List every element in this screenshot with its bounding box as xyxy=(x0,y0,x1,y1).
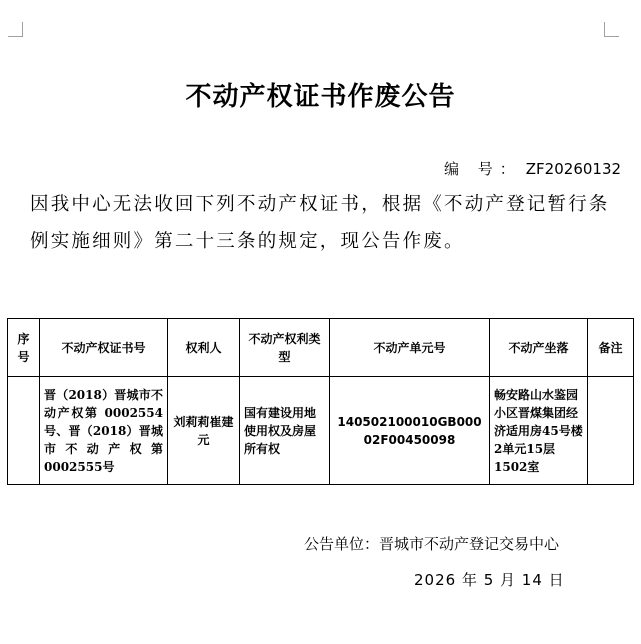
table-row xyxy=(8,377,634,485)
header-owner: 权利人 xyxy=(168,319,240,377)
document-number-label: 编 号： xyxy=(444,160,522,178)
notice-date: 2026 年 5 月 14 日 xyxy=(414,571,565,589)
cell-unit-no: 140502100010GB00002F00450098 xyxy=(330,377,490,485)
table-header-row xyxy=(8,319,634,377)
cell-cert-no: 晋（2018）晋城市不动产权第 0002554号、晋（2018）晋城市不动产权第0002555号 xyxy=(40,377,168,485)
header-unit-no: 不动产单元号 xyxy=(330,319,490,377)
page-title: 不动产权证书作废公告 xyxy=(185,82,456,112)
header-location: 不动产坐落 xyxy=(490,319,588,377)
cell-seq xyxy=(8,377,40,485)
page-corner-mark-right xyxy=(604,22,619,37)
issuing-unit: 公告单位：晋城市不动产登记交易中心 xyxy=(304,535,560,553)
document-number xyxy=(444,158,621,179)
header-seq: 序号 xyxy=(8,319,40,377)
notice-body: 因我中心无法收回下列不动产权证书，根据《不动产登记暂行条例实施细则》第二十三条的规定，现公告作废。 xyxy=(30,194,610,252)
cell-right-type: 国有建设用地使用权及房屋所有权 xyxy=(240,377,330,485)
cell-location: 畅安路山水鉴园小区晋煤集团经济适用房45号楼2单元15层1502室 xyxy=(490,377,588,485)
header-remark: 备注 xyxy=(588,319,634,377)
page-corner-mark-left xyxy=(8,22,23,37)
header-cert-no: 不动产权证书号 xyxy=(40,319,168,377)
certificate-table xyxy=(7,318,634,485)
cell-owner: 刘莉莉崔建元 xyxy=(168,377,240,485)
header-right-type: 不动产权利类型 xyxy=(240,319,330,377)
cell-remark xyxy=(588,377,634,485)
document-number-value: ZF20260132 xyxy=(525,160,622,178)
